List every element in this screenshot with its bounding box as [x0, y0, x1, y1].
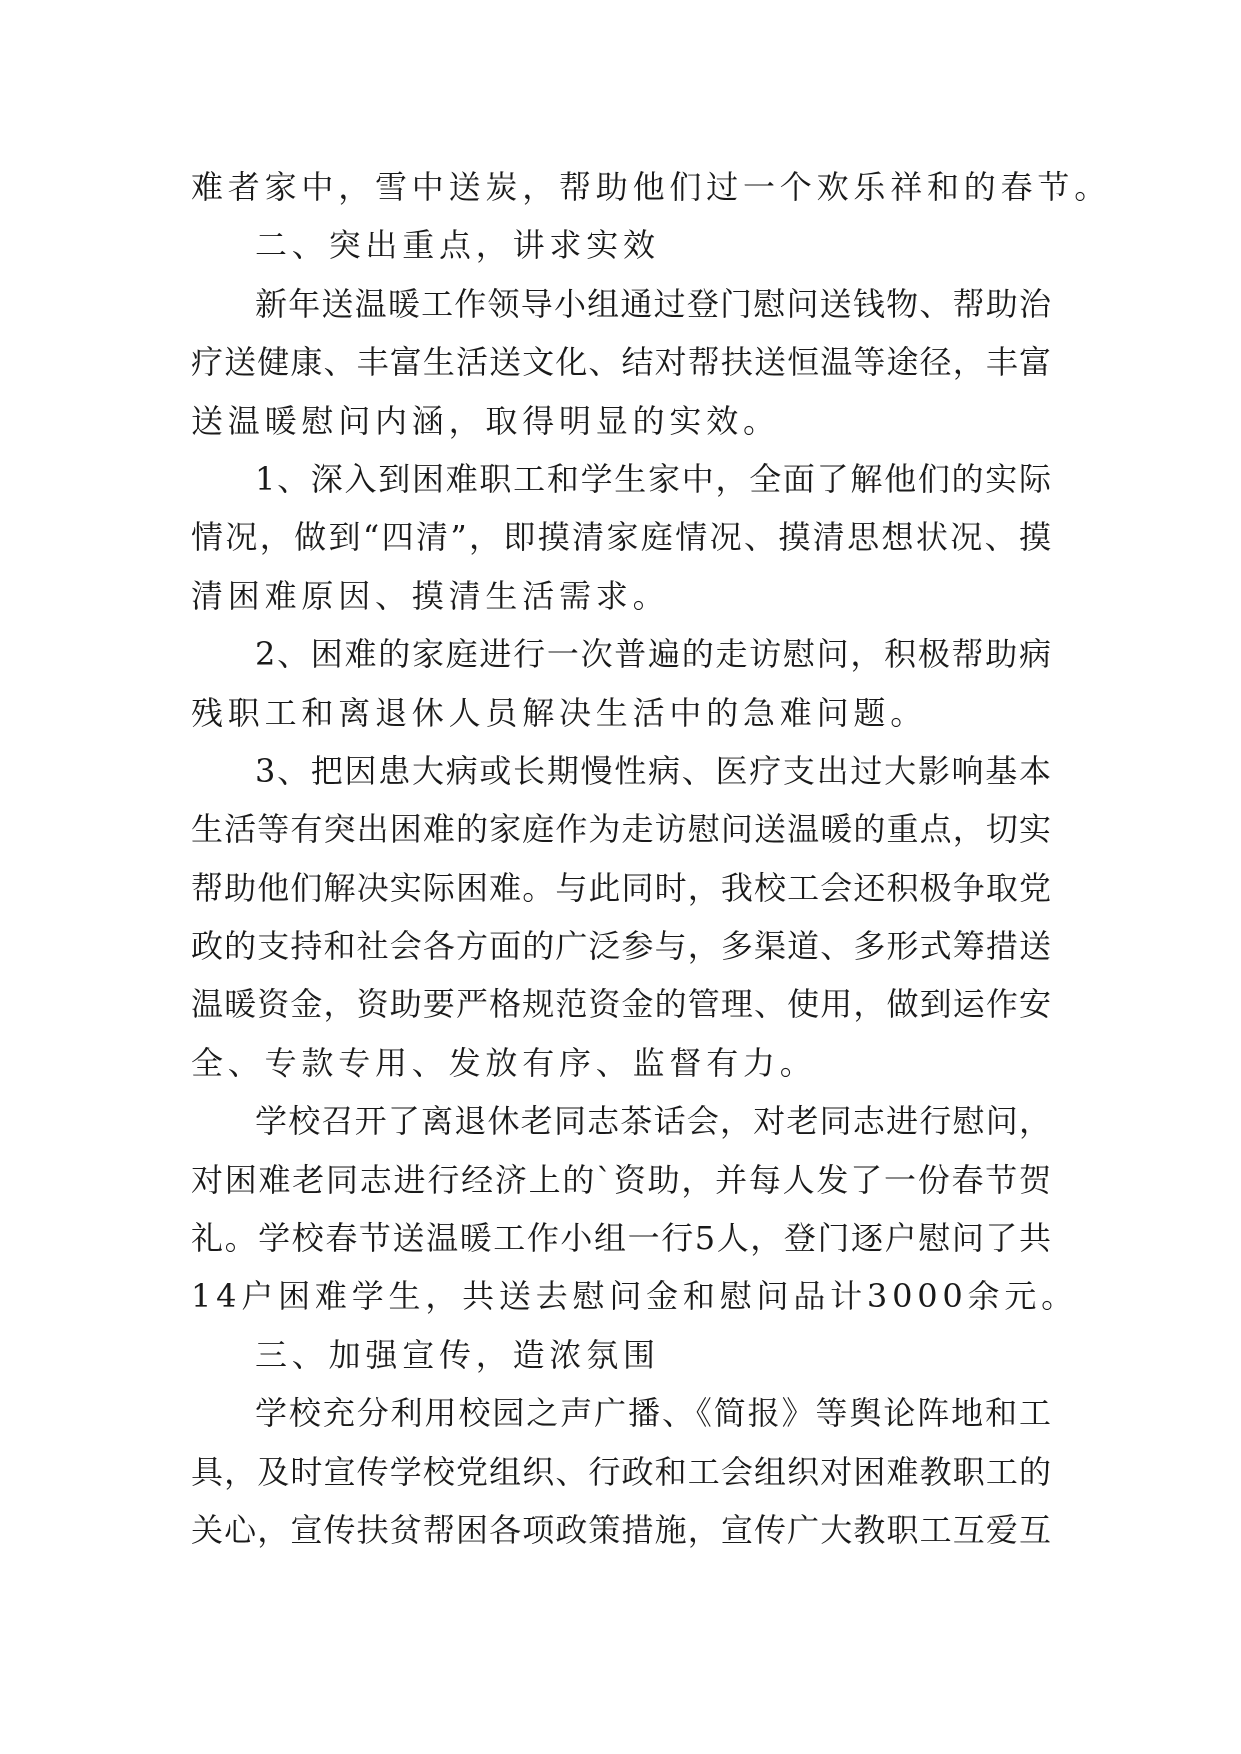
- text-line: 1、深入到困难职工和学生家中，全面了解他们的实际: [255, 459, 1051, 498]
- section-heading: 三、加强宣传，造浓氛围: [255, 1335, 660, 1374]
- text-line: 政的支持和社会各方面的广泛参与，多渠道、多形式筹措送: [191, 927, 1051, 966]
- text-line: 新年送温暖工作领导小组通过登门慰问送钱物、帮助治: [255, 284, 1051, 323]
- text-line: 生活等有突出困难的家庭作为走访慰问送温暖的重点，切实: [191, 810, 1051, 849]
- text-line: 疗送健康、丰富生活送文化、结对帮扶送恒温等途径，丰富: [191, 343, 1051, 382]
- text-line: 帮助他们解决实际困难。与此同时，我校工会还积极争取党: [191, 868, 1051, 907]
- section-heading: 二、突出重点，讲求实效: [255, 226, 660, 265]
- text-line: 情况，做到“四清”，即摸清家庭情况、摸清思想状况、摸: [191, 518, 1051, 557]
- document-body: [191, 158, 1112, 1559]
- text-line: 14户困难学生，共送去慰问金和慰问品计3000余元。: [191, 1277, 1078, 1316]
- text-line: 关心，宣传扶贫帮困各项政策措施，宣传广大教职工互爱互: [191, 1510, 1051, 1549]
- text-line: 具，及时宣传学校党组织、行政和工会组织对困难教职工的: [191, 1452, 1051, 1491]
- text-line: 2、困难的家庭进行一次普遍的走访慰问，积极帮助病: [255, 635, 1051, 674]
- text-line: 礼。学校春节送温暖工作小组一行5人，登门逐户慰问了共: [191, 1219, 1051, 1258]
- text-line: 学校充分利用校园之声广播、《简报》等舆论阵地和工: [255, 1394, 1051, 1433]
- text-line: 全、专款专用、发放有序、监督有力。: [191, 1043, 817, 1082]
- text-line: 3、把因患大病或长期慢性病、医疗支出过大影响基本: [255, 751, 1051, 790]
- text-line: 残职工和离退休人员解决生活中的急难问题。: [191, 693, 928, 732]
- text-line: 学校召开了离退休老同志茶话会，对老同志进行慰问，: [255, 1102, 1051, 1141]
- text-line: 温暖资金，资助要严格规范资金的管理、使用，做到运作安: [191, 985, 1051, 1024]
- text-line: 清困难原因、摸清生活需求。: [191, 576, 670, 615]
- text-line: 难者家中，雪中送炭，帮助他们过一个欢乐祥和的春节。: [191, 168, 1112, 206]
- text-line: 对困难老同志进行经济上的`资助，并每人发了一份春节贺: [191, 1160, 1051, 1199]
- text-line: 送温暖慰问内涵，取得明显的实效。: [191, 401, 780, 440]
